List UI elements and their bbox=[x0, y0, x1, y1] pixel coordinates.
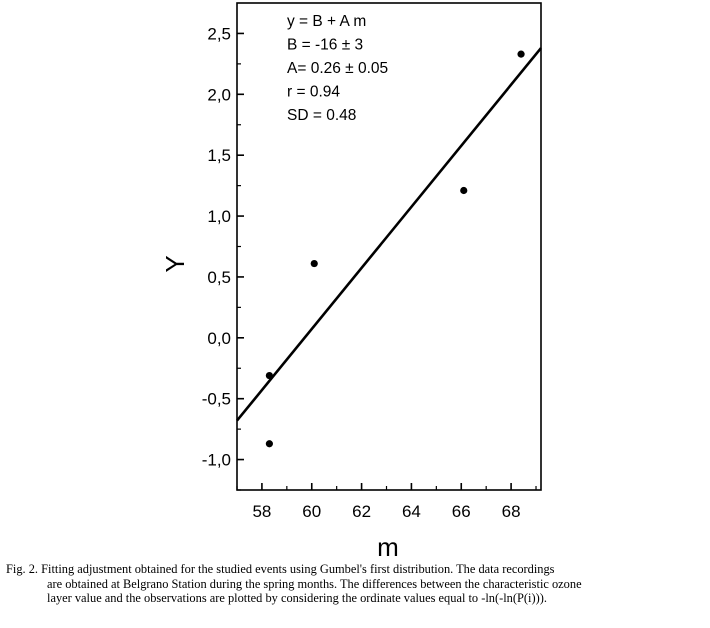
y-tick-label: 2,5 bbox=[207, 24, 231, 44]
y-tick-label: -1,0 bbox=[201, 450, 231, 470]
data-point bbox=[460, 187, 467, 194]
y-axis-label: Y bbox=[160, 255, 190, 273]
x-tick-label: 58 bbox=[252, 502, 272, 521]
x-tick-label: 68 bbox=[501, 502, 521, 521]
plot-frame bbox=[237, 3, 541, 490]
data-point bbox=[517, 51, 524, 58]
caption-line: Fig. 2. Fitting adjustment obtained for the studied events using Gumbel's first distribution. The data recordings bbox=[6, 562, 555, 576]
caption-line: layer value and the observations are plotted by considering the ordinate values equal to -ln(-ln(P(i))). bbox=[47, 591, 547, 605]
fit-line bbox=[237, 48, 541, 421]
annotation-line: SD = 0.48 bbox=[287, 107, 357, 124]
axis-ticks bbox=[237, 33, 536, 490]
y-tick-label: 1,5 bbox=[207, 146, 231, 166]
y-tick-label: 0,5 bbox=[207, 267, 231, 287]
data-point bbox=[266, 372, 273, 379]
figure-caption bbox=[6, 562, 706, 606]
annotation-line: r = 0.94 bbox=[287, 83, 340, 101]
y-tick-labels bbox=[202, 24, 231, 469]
x-axis-label: m bbox=[377, 532, 399, 560]
x-tick-labels bbox=[252, 502, 520, 521]
x-tick-label: 62 bbox=[352, 502, 372, 521]
x-tick-label: 66 bbox=[451, 502, 471, 521]
x-tick-label: 64 bbox=[401, 502, 421, 521]
data-point bbox=[266, 440, 273, 447]
data-point bbox=[311, 260, 318, 267]
fit-annotation bbox=[287, 13, 388, 124]
caption-line: are obtained at Belgrano Station during the spring months. The differences between the characteristic ozone bbox=[47, 576, 582, 591]
y-tick-label: 0,0 bbox=[207, 328, 231, 348]
annotation-line: y = B + A m bbox=[287, 13, 367, 30]
annotation-line: A= 0.26 ± 0.05 bbox=[287, 60, 389, 77]
fit-line-group bbox=[237, 48, 541, 421]
y-tick-label: -0,5 bbox=[201, 389, 231, 409]
plot-axes bbox=[237, 3, 541, 490]
x-tick-label: 60 bbox=[302, 502, 322, 521]
y-tick-label: 1,0 bbox=[207, 207, 231, 227]
annotation-line: B = -16 ± 3 bbox=[287, 36, 364, 54]
y-tick-label: 2,0 bbox=[207, 85, 231, 105]
